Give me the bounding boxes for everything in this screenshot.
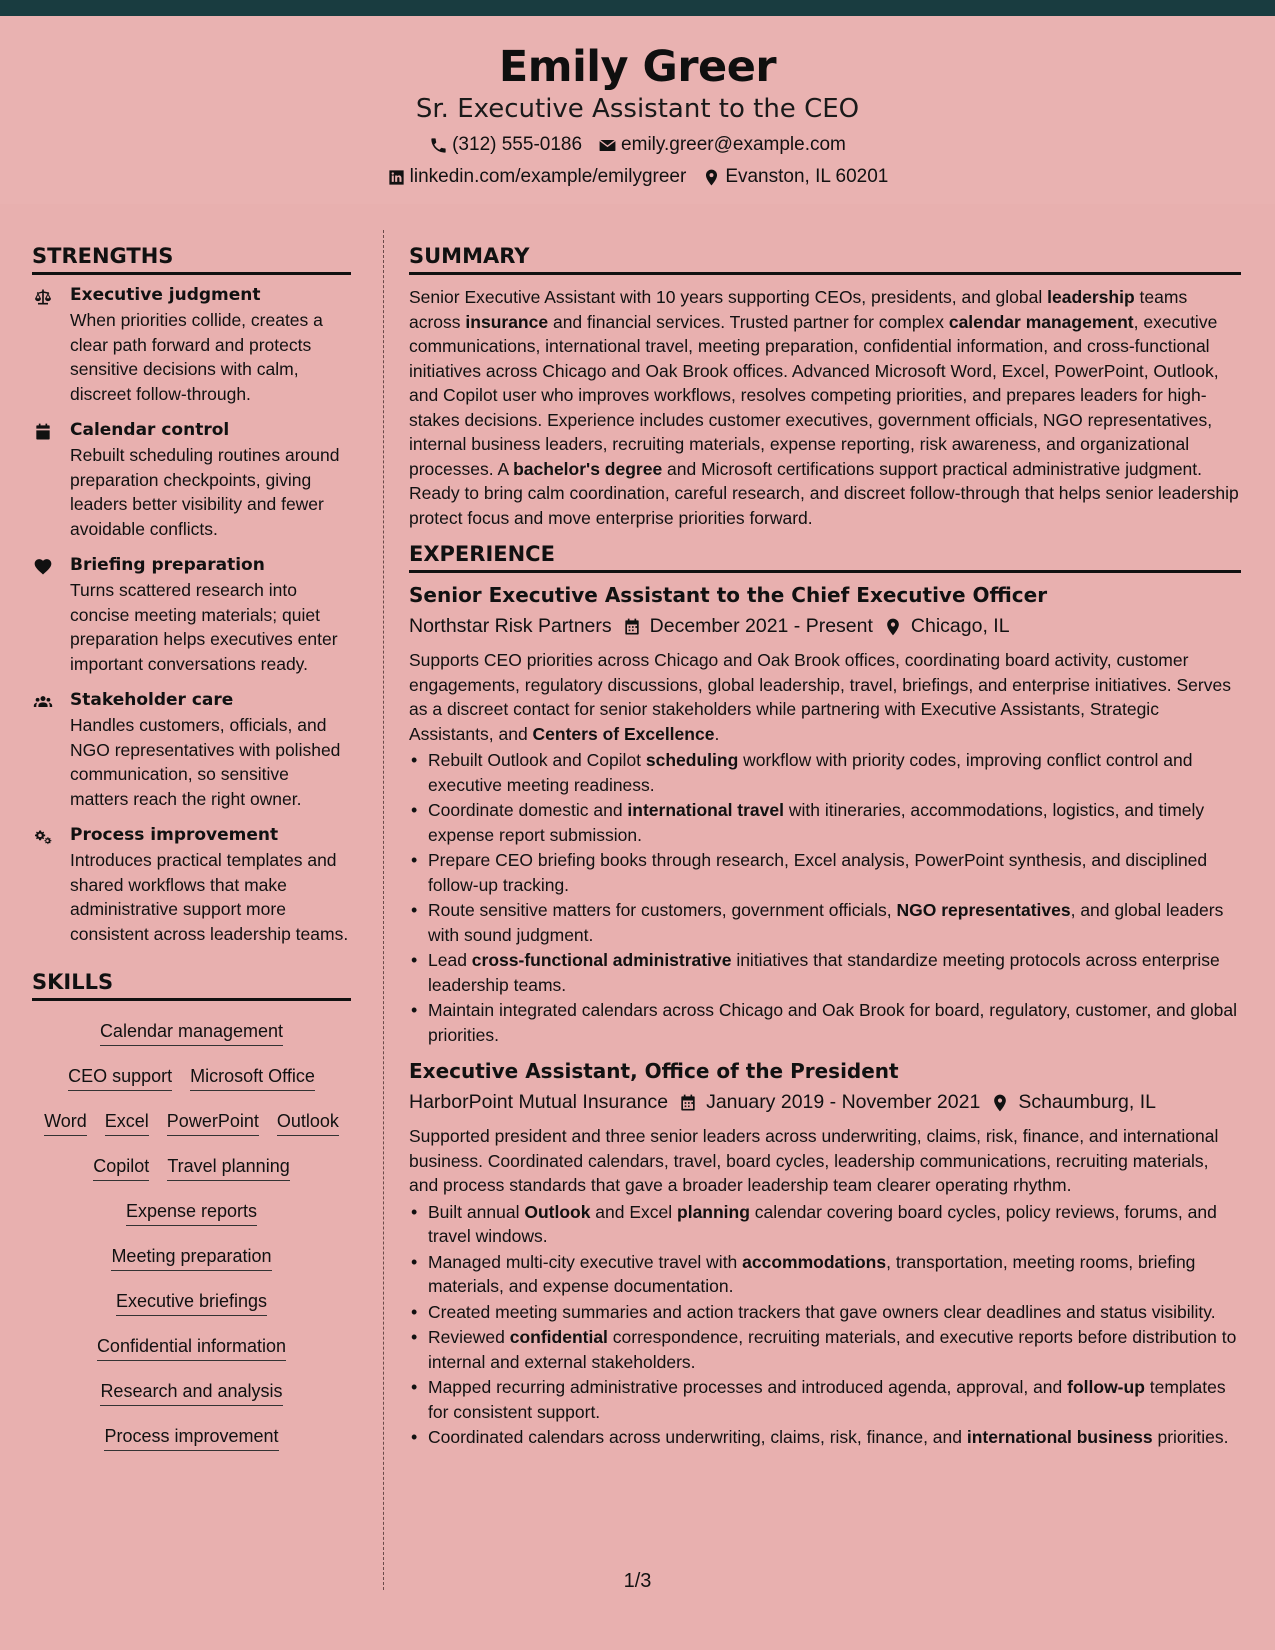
job-title: Executive Assistant, Office of the President	[409, 1059, 899, 1083]
skill-row	[32, 1416, 351, 1461]
envelope-icon	[598, 136, 617, 155]
strength-desc: When priorities collide, creates a clear path forward and protects sensitive decisions with calm, discreet follow-through.	[70, 310, 323, 404]
calendar-icon	[678, 1093, 698, 1113]
email-address: emily.greer@example.com	[621, 134, 846, 155]
job-company: HarborPoint Mutual Insurance	[409, 1091, 669, 1113]
skill-tag: Confidential information	[97, 1336, 286, 1361]
phone-contact[interactable]	[429, 134, 582, 156]
skill-row	[32, 1326, 351, 1371]
job-description: Supported president and three senior leaders across underwriting, claims, risk, finance, and international business. Coordinated calendars, travel, board cycles, leadership communications, recruiting materials, and process standards that gave a broader leadership team clearer operating rhythm.	[409, 1126, 1219, 1195]
phone-icon	[429, 136, 448, 155]
job-bullet: • Built annual Outlook and Excel planning calendar covering board cycles, policy reviews, forums, and travel windows.	[409, 1200, 1241, 1249]
strength-title: Briefing preparation	[70, 555, 265, 575]
skill-tag: PowerPoint	[167, 1111, 259, 1136]
skill-tag: Microsoft Office	[190, 1066, 315, 1091]
skill-row	[32, 1371, 351, 1416]
job-bullet: • Coordinate domestic and international travel with itineraries, accommodations, logistics, and timely expense report submission.	[409, 798, 1241, 847]
job-bullet: • Reviewed confidential correspondence, recruiting materials, and executive reports before distribution to internal and external stakeholders.	[409, 1325, 1241, 1374]
job-dates: January 2019 - November 2021	[678, 1091, 980, 1114]
summary-text: Senior Executive Assistant with 10 years supporting CEOs, presidents, and global leadership teams across insurance and financial services. Trusted partner for complex calendar management, executive communications, international travel, meeting preparation, confidential information, and cross-functional initiatives across Chicago and Oak Brook offices. Advanced Microsoft Word, Excel, PowerPoint, Outlook, and Copilot user who improves workflows, resolves competing priorities, and prepares leaders for high-stakes decisions. Experience includes customer executives, government officials, NGO representatives, internal business leaders, recruiting materials, expense reporting, risk awareness, and organizational processes. A bachelor's degree and Microsoft certifications support practical administrative judgment. Ready to bring calm coordination, careful research, and discreet follow-through that helps senior leadership protect focus and move enterprise priorities forward.	[409, 287, 1239, 528]
strength-title: Calendar control	[70, 420, 230, 440]
map-pin-icon	[702, 168, 721, 187]
strength-desc: Rebuilt scheduling routines around preparation checkpoints, giving leaders better visibility and fewer avoidable conflicts.	[70, 445, 340, 539]
job-bullet: • Created meeting summaries and action trackers that gave owners clear deadlines and status visibility.	[409, 1300, 1241, 1325]
column-divider	[383, 230, 384, 1590]
job-bullet: • Prepare CEO briefing books through research, Excel analysis, PowerPoint synthesis, and disciplined follow-up tracking.	[409, 848, 1241, 897]
strength-title: Process improvement	[70, 825, 279, 845]
job-dates: December 2021 - Present	[622, 615, 873, 638]
heart-icon	[32, 557, 54, 577]
skill-tag: Travel planning	[167, 1156, 289, 1181]
skill-tag: Meeting preparation	[111, 1246, 271, 1271]
skill-tag: Copilot	[93, 1156, 149, 1181]
skills-list	[32, 1011, 351, 1461]
strength-item	[32, 285, 351, 406]
skills-section	[32, 970, 351, 1461]
skill-row	[32, 1236, 351, 1281]
strength-icon-wrap	[32, 690, 56, 811]
strength-body	[70, 690, 351, 811]
job-bullets	[409, 748, 1241, 1047]
strength-item	[32, 825, 351, 946]
balance-scale-icon	[32, 287, 54, 307]
strengths-heading: STRENGTHS	[32, 244, 351, 275]
job-bullet: • Maintain integrated calendars across Chicago and Oak Brook for board, regulatory, customer, and global priorities.	[409, 998, 1241, 1047]
summary-heading: SUMMARY	[409, 244, 1241, 275]
strength-item	[32, 420, 351, 541]
job-bullet: • Lead cross-functional administrative initiatives that standardize meeting protocols across enterprise leadership teams.	[409, 948, 1241, 997]
skill-tag: Research and analysis	[100, 1381, 282, 1406]
candidate-name: Emily Greer	[498, 42, 777, 92]
location-text: Evanston, IL 60201	[725, 166, 889, 187]
job-bullet: • Route sensitive matters for customers, government officials, NGO representatives, and global leaders with sound judgment.	[409, 898, 1241, 947]
job-bullet: • Coordinated calendars across underwriting, claims, risk, finance, and international business priorities.	[409, 1425, 1241, 1450]
linkedin-contact[interactable]	[387, 166, 687, 188]
strength-desc: Introduces practical templates and shared workflows that make administrative support more consistent across leadership teams.	[70, 850, 349, 944]
strength-icon-wrap	[32, 285, 56, 406]
resume-header	[0, 16, 1275, 204]
email-contact[interactable]	[598, 134, 846, 156]
skill-row	[32, 1056, 351, 1101]
job-description: Supports CEO priorities across Chicago and Oak Brook offices, coordinating board activity, customer engagements, regulatory discussions, global leadership, travel, briefings, and enterprise initiatives. Serves as a discreet contact for senior stakeholders while partnering with Executive Assistants, Strategic Assistants, and Centers of Excellence.	[409, 650, 1231, 744]
strength-icon-wrap	[32, 420, 56, 541]
candidate-title: Sr. Executive Assistant to the CEO	[415, 94, 860, 124]
skill-row	[32, 1281, 351, 1326]
contact-row-2	[0, 166, 1275, 188]
skill-tag: Excel	[105, 1111, 149, 1136]
strengths-list	[32, 285, 351, 946]
linkedin-url: linkedin.com/example/emilygreer	[409, 166, 687, 187]
skills-heading: SKILLS	[32, 970, 351, 1001]
job-bullet: • Managed multi-city executive travel with accommodations, transportation, meeting rooms, briefing materials, and expense documentation.	[409, 1250, 1241, 1299]
strength-title: Stakeholder care	[70, 690, 234, 710]
skill-tag: Executive briefings	[116, 1291, 267, 1316]
skill-row	[32, 1011, 351, 1056]
location-contact	[702, 166, 888, 188]
job-meta	[409, 1091, 1241, 1114]
strength-item	[32, 690, 351, 811]
strength-icon-wrap	[32, 825, 56, 946]
skill-row	[32, 1101, 351, 1146]
job-bullets	[409, 1200, 1241, 1450]
linkedin-icon	[387, 168, 406, 187]
job-location: Chicago, IL	[883, 615, 1010, 638]
job-bullet: • Mapped recurring administrative processes and introduced agenda, approval, and follow-up templates for consistent support.	[409, 1375, 1241, 1424]
jobs-list	[409, 583, 1241, 1450]
experience-section	[409, 542, 1241, 1450]
skill-tag: Calendar management	[100, 1021, 283, 1046]
skill-tag: CEO support	[68, 1066, 172, 1091]
skill-tag: Expense reports	[126, 1201, 257, 1226]
gears-icon	[32, 827, 54, 847]
strength-body	[70, 555, 351, 676]
phone-number: (312) 555-0186	[452, 134, 583, 155]
job-location: Schaumburg, IL	[990, 1091, 1156, 1114]
strength-item	[32, 555, 351, 676]
calendar-icon	[32, 422, 54, 442]
map-pin-icon	[990, 1093, 1010, 1113]
calendar-icon	[622, 617, 642, 637]
strength-desc: Handles customers, officials, and NGO representatives with polished communication, so sensitive matters reach the right owner.	[70, 715, 341, 809]
left-column	[32, 244, 351, 1461]
strength-title: Executive judgment	[70, 285, 261, 305]
strength-icon-wrap	[32, 555, 56, 676]
right-column	[409, 244, 1241, 1451]
job-company: Northstar Risk Partners	[409, 615, 612, 637]
skill-tag: Outlook	[277, 1111, 339, 1136]
strength-desc: Turns scattered research into concise meeting materials; quiet preparation helps executives enter important conversations ready.	[70, 580, 338, 674]
skill-row	[32, 1191, 351, 1236]
users-icon	[32, 692, 54, 712]
skill-tag: Process improvement	[104, 1426, 278, 1451]
top-accent-bar	[0, 0, 1275, 16]
experience-heading: EXPERIENCE	[409, 542, 1241, 573]
job-title: Senior Executive Assistant to the Chief Executive Officer	[409, 583, 1048, 607]
map-pin-icon	[883, 617, 903, 637]
job-bullet: • Rebuilt Outlook and Copilot scheduling workflow with priority codes, improving conflict control and executive meeting readiness.	[409, 748, 1241, 797]
job-meta	[409, 615, 1241, 638]
strength-body	[70, 825, 351, 946]
job-entry	[409, 1059, 1241, 1450]
skill-tag: Word	[44, 1111, 87, 1136]
strength-body	[70, 420, 351, 541]
strength-body	[70, 285, 351, 406]
skill-row	[32, 1146, 351, 1191]
job-entry	[409, 583, 1241, 1047]
page-number: 1/3	[623, 1570, 652, 1592]
contact-row-1	[0, 134, 1275, 156]
